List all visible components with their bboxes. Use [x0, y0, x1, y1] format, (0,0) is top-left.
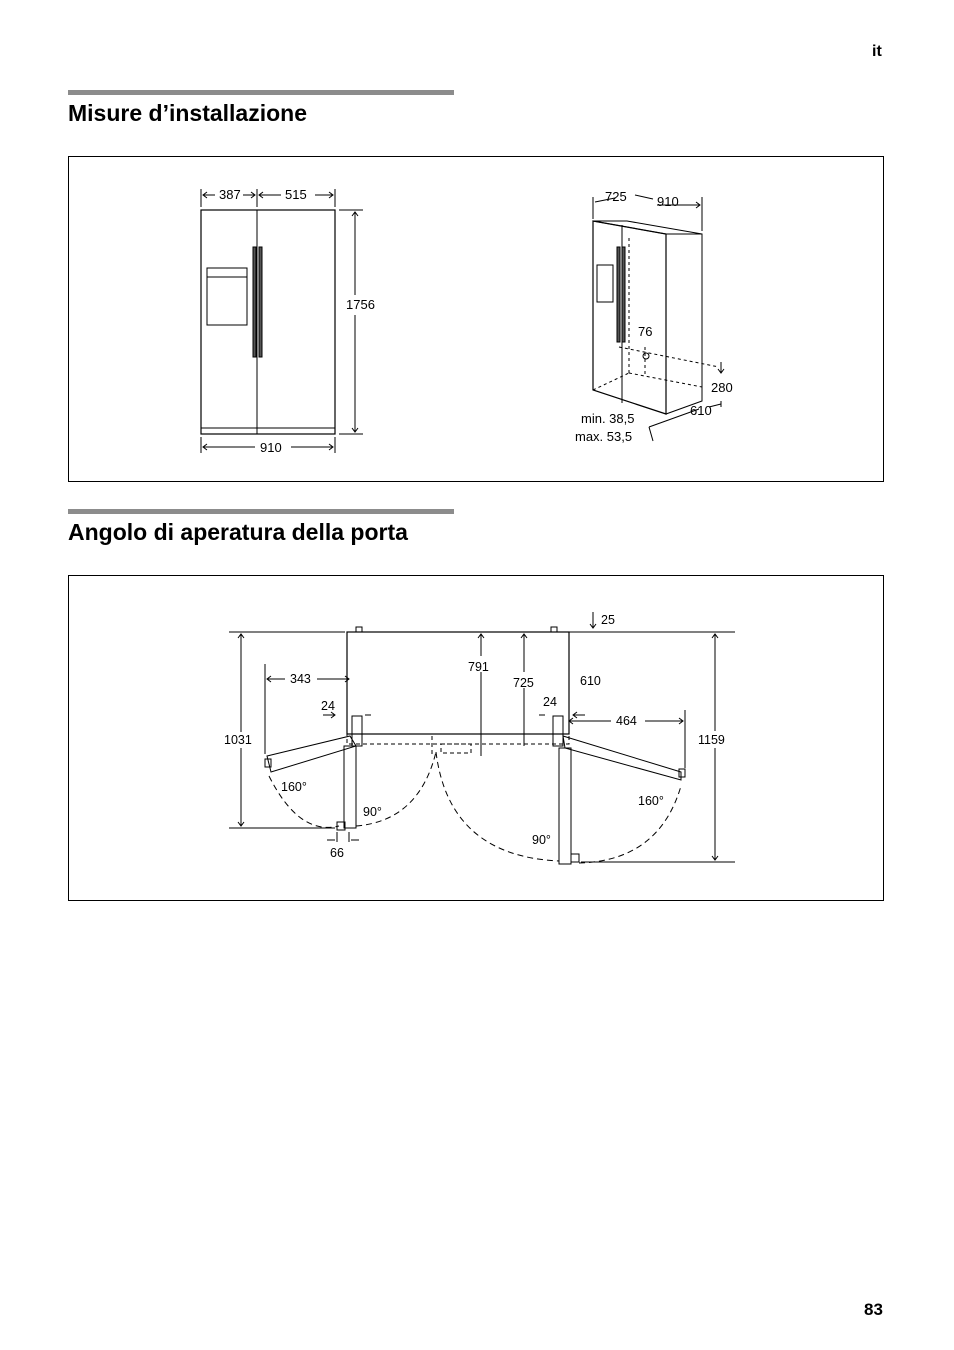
dim-connection-depth: 610 — [690, 403, 712, 418]
dim-top-gap: 25 — [601, 613, 615, 627]
language-tag: it — [872, 43, 882, 60]
dim-side-width: 910 — [657, 194, 679, 209]
dim-depth: 725 — [605, 189, 627, 204]
dim-left-swing: 343 — [290, 672, 311, 686]
dim-total-width: 910 — [260, 440, 282, 455]
dim-right-offset: 24 — [543, 695, 557, 709]
dim-right-swing: 464 — [616, 714, 637, 728]
fridge-top-view — [229, 612, 735, 864]
dim-wall-gap-max: max. 53,5 — [575, 429, 633, 444]
dim-connection-offset: 76 — [638, 324, 653, 339]
installation-dimensions-figure — [68, 156, 884, 482]
dim-width-right: 515 — [285, 187, 307, 202]
angle-right-160: 160° — [638, 794, 664, 808]
dim-right-total: 1159 — [698, 733, 725, 747]
dim-left-bottom: 66 — [330, 846, 344, 860]
dim-wall-gap-min: min. 38,5 — [581, 411, 635, 426]
angle-right-90: 90° — [532, 833, 551, 847]
page-number: 83 — [864, 1300, 883, 1319]
angle-left-90: 90° — [363, 805, 382, 819]
section-title-door-angle: Angolo di aperatura della porta — [68, 519, 408, 545]
door-opening-figure — [68, 575, 884, 901]
dim-depth-total: 791 — [468, 660, 489, 674]
dim-left-total: 1031 — [224, 733, 252, 747]
dim-left-offset: 24 — [321, 699, 335, 713]
installation-drawing — [69, 157, 885, 483]
section-rule — [68, 90, 454, 95]
angle-left-160: 160° — [281, 780, 307, 794]
dim-depth-body: 725 — [513, 676, 534, 690]
dim-connection-height: 280 — [711, 380, 733, 395]
dim-width-left: 387 — [219, 187, 241, 202]
dim-height: 1756 — [346, 297, 375, 312]
fridge-front-view — [201, 189, 363, 453]
dim-depth-610: 610 — [580, 674, 601, 688]
section-title-installation: Misure d’installazione — [68, 100, 307, 126]
door-opening-drawing — [69, 576, 885, 902]
section-rule — [68, 509, 454, 514]
